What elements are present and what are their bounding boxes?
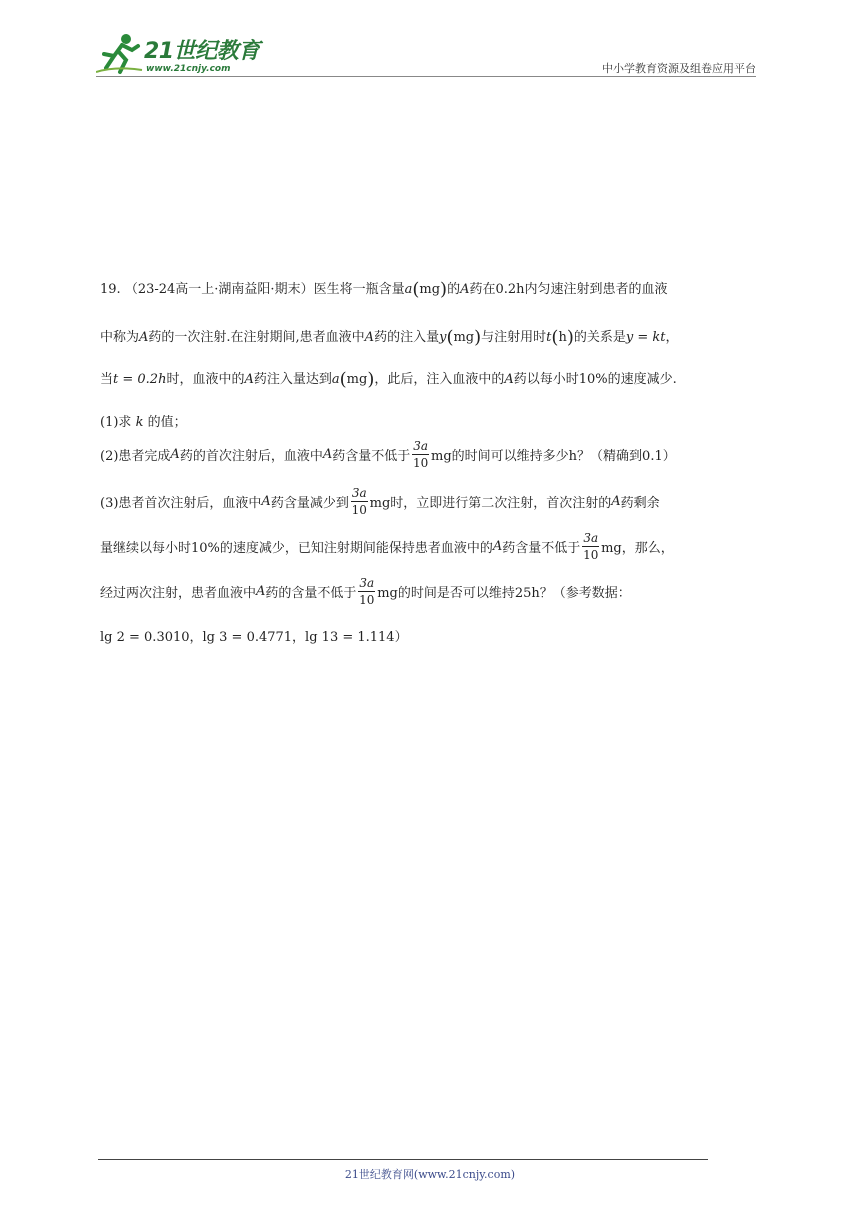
fraction-numerator: 3a — [351, 486, 367, 500]
fraction-3a-10 — [358, 575, 375, 608]
text-segment: 与注射用时 — [481, 330, 547, 345]
var-y: y — [439, 330, 447, 345]
text-segment: 量继续以每小时10%的速度减少，已知注射期间能保持患者血液中的 — [100, 541, 493, 556]
text-segment: (2)患者完成 — [100, 449, 171, 464]
footer-divider — [98, 1159, 708, 1160]
reference-data: lg 2 = 0.3010，lg 3 = 0.4771，lg 13 = 1.114） — [100, 630, 408, 645]
platform-label: 中小学教育资源及组卷应用平台 — [602, 62, 756, 75]
logo-title: 21世纪教育 — [144, 39, 260, 64]
fraction-numerator: 3a — [359, 576, 375, 590]
text-segment: 中称为 — [100, 330, 140, 345]
part-3-line-3 — [100, 575, 631, 608]
var-t: t — [546, 330, 552, 345]
fraction-denominator: 10 — [412, 456, 429, 470]
var-A: A — [170, 447, 180, 462]
unit-mg: mg — [453, 330, 475, 345]
formula-t02: t = 0.2h — [113, 372, 167, 387]
text-segment: 药的注入量 — [374, 330, 440, 345]
var-k: k — [135, 415, 144, 430]
part-1 — [100, 411, 187, 430]
page-header — [96, 30, 756, 78]
text-segment: mg，那么， — [601, 541, 674, 556]
paren-close: ) — [474, 327, 482, 348]
fraction-denominator: 10 — [351, 503, 367, 517]
text-segment: ， — [665, 330, 679, 345]
logo-url: www.21cnjy.com — [146, 64, 231, 74]
paren-close: ) — [566, 327, 574, 348]
var-a: a — [331, 372, 340, 387]
text-segment: 的 — [447, 282, 461, 297]
question-line-1 — [100, 278, 668, 300]
footer-text[interactable]: 21世纪教育网(www.21cnjy.com) — [344, 1168, 516, 1181]
var-A: A — [322, 447, 333, 462]
var-A: A — [256, 584, 266, 599]
text-segment: 药的含量不低于 — [265, 586, 357, 601]
question-source: （23-24高一上·湖南益阳·期末） — [124, 282, 314, 297]
text-segment: mg的时间是否可以维持25h？（参考数据： — [377, 586, 631, 601]
paren-open: ( — [412, 279, 420, 300]
var-A: A — [611, 494, 621, 509]
var-A: A — [244, 372, 254, 387]
text-segment: mg的时间可以维持多少h？（精确到0.1） — [431, 449, 676, 464]
question-number: 19. — [100, 282, 121, 297]
formula-ykt: y = kt — [625, 330, 666, 345]
question-line-2 — [100, 326, 678, 348]
question-line-3 — [100, 368, 677, 390]
paren-open: ( — [446, 327, 454, 348]
paren-close: ) — [367, 369, 375, 390]
fraction-numerator: 3a — [413, 439, 429, 453]
var-A: A — [492, 539, 503, 554]
part-3-line-2 — [100, 530, 674, 563]
text-segment: 的值； — [147, 415, 187, 430]
fraction-3a-10 — [412, 438, 429, 471]
paren-open: ( — [551, 327, 559, 348]
text-segment: 医生将一瓶含量 — [313, 282, 405, 297]
fraction-3a-10 — [582, 530, 599, 563]
unit-mg: mg — [419, 282, 441, 297]
text-segment: 药的一次注射.在注射期间,患者血液中 — [148, 330, 365, 345]
text-segment: 药注入量达到 — [253, 372, 332, 387]
fraction-denominator: 10 — [583, 548, 599, 562]
var-A: A — [139, 330, 149, 345]
fraction-3a-10 — [351, 485, 368, 518]
text-segment: 经过两次注射，患者血液中 — [100, 586, 257, 601]
paren-close: ) — [440, 279, 448, 300]
var-A: A — [261, 494, 271, 509]
fraction-denominator: 10 — [359, 593, 375, 607]
site-logo[interactable] — [96, 30, 266, 78]
text-segment: 药含量不低于 — [332, 449, 411, 464]
text-segment: ，此后，注入血液中的 — [374, 372, 505, 387]
var-A: A — [364, 330, 375, 345]
var-A: A — [504, 372, 514, 387]
text-segment: 药以每小时10%的速度减少. — [513, 372, 677, 387]
header-divider — [96, 76, 756, 77]
text-segment: (1)求 — [100, 415, 132, 430]
runner-icon — [96, 32, 144, 76]
fraction-numerator: 3a — [583, 531, 599, 545]
var-a: a — [404, 282, 413, 297]
text-segment: mg时，立即进行第二次注射，首次注射的 — [369, 496, 612, 511]
var-A: A — [460, 282, 470, 297]
text-segment: 药剩余 — [620, 496, 660, 511]
text-segment: 的关系是 — [573, 330, 626, 345]
text-segment: 药含量减少到 — [270, 496, 349, 511]
paren-open: ( — [339, 369, 347, 390]
text-segment: 当 — [100, 372, 114, 387]
unit-h: h — [558, 330, 567, 345]
part-2 — [100, 438, 676, 471]
text-segment: (3)患者首次注射后，血液中 — [100, 496, 262, 511]
text-segment: 时，血液中的 — [166, 372, 245, 387]
text-segment: 药含量不低于 — [502, 541, 581, 556]
unit-mg: mg — [346, 372, 368, 387]
text-segment: 药在0.2h内匀速注射到患者的血液 — [469, 282, 668, 297]
text-segment: 药的首次注射后，血液中 — [179, 449, 323, 464]
part-3-line-1 — [100, 485, 660, 518]
